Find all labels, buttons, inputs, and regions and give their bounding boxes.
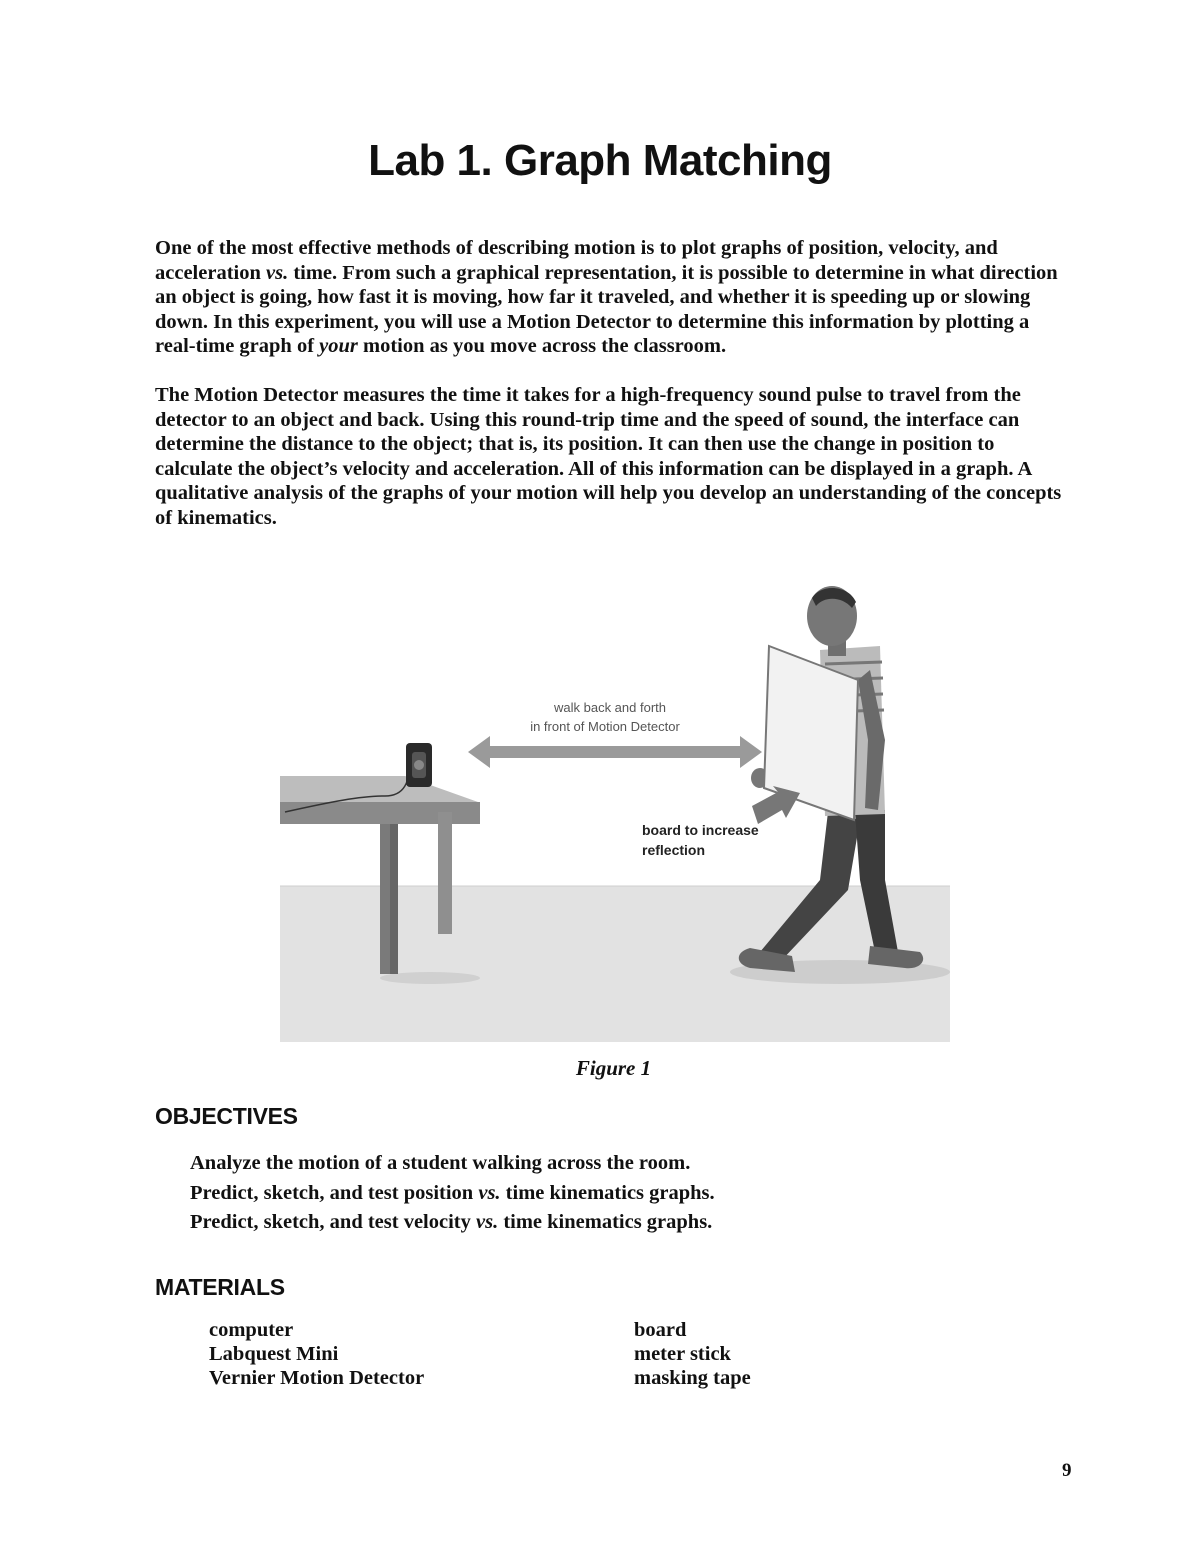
double-arrow-icon — [468, 736, 762, 768]
list-item: Vernier Motion Detector — [209, 1367, 425, 1390]
arrow-label-line1: walk back and forth — [553, 700, 667, 715]
list-item: board — [634, 1319, 687, 1341]
motion-setup-illustration — [280, 580, 950, 1042]
figure-1 — [280, 580, 950, 1042]
intro-vs: vs. — [266, 261, 289, 284]
intro-emphasis-your: your — [319, 335, 358, 358]
materials-heading: MATERIALS — [155, 1274, 285, 1300]
intro-paragraph-1 — [155, 236, 1065, 359]
intro-text: One of the most effective methods of describing motion is to plot graphs of position, velocity, and acceleration — [155, 237, 998, 284]
list-item: Predict, sketch, and test velocity vs. time kinematics graphs. — [190, 1211, 713, 1233]
arrow-label-line2: in front of Motion Detector — [530, 719, 680, 734]
list-item: computer — [209, 1319, 294, 1341]
list-item: Predict, sketch, and test position vs. time kinematics graphs. — [190, 1181, 715, 1204]
list-item: Analyze the motion of a student walking across the room. — [190, 1152, 691, 1174]
list-item: meter stick — [634, 1343, 731, 1366]
page-number: 9 — [1062, 1460, 1072, 1481]
materials-list-right — [634, 1318, 751, 1391]
figure-caption: Figure 1 — [575, 1056, 652, 1080]
motion-detector-icon — [406, 743, 432, 787]
list-item: masking tape — [634, 1367, 751, 1390]
board-label-line1: board to increase — [642, 822, 759, 838]
intro-text: motion as you move across the classroom. — [357, 335, 727, 358]
page-title: Lab 1. Graph Matching — [368, 136, 832, 185]
objectives-list — [190, 1149, 715, 1238]
objectives-heading: OBJECTIVES — [155, 1103, 298, 1129]
board-label-line2: reflection — [642, 842, 706, 858]
intro-text: time. From such a graphical representation, it is possible to determine in what direction an object is going, how fast it is moving, how far it traveled, and whether it is speeding up or slowing down. In this experiment, you will use a Motion Detector to determine this information by plotting a real-time graph of — [155, 261, 1058, 358]
materials-list-left — [209, 1318, 424, 1391]
list-item: Labquest Mini — [209, 1343, 339, 1366]
intro-paragraph-2: The Motion Detector measures the time it takes for a high-frequency sound pulse to travel from the detector to an object and back. Using this round-trip time and the speed of sound, the interface can determine the distance to the object; that is, its position. It can then use the change in position to calculate the object’s velocity and acceleration. All of this information can be displayed in a graph. A qualitative analysis of the graphs of your motion will help you develop an understanding of the concepts of kinematics. — [155, 384, 1062, 529]
